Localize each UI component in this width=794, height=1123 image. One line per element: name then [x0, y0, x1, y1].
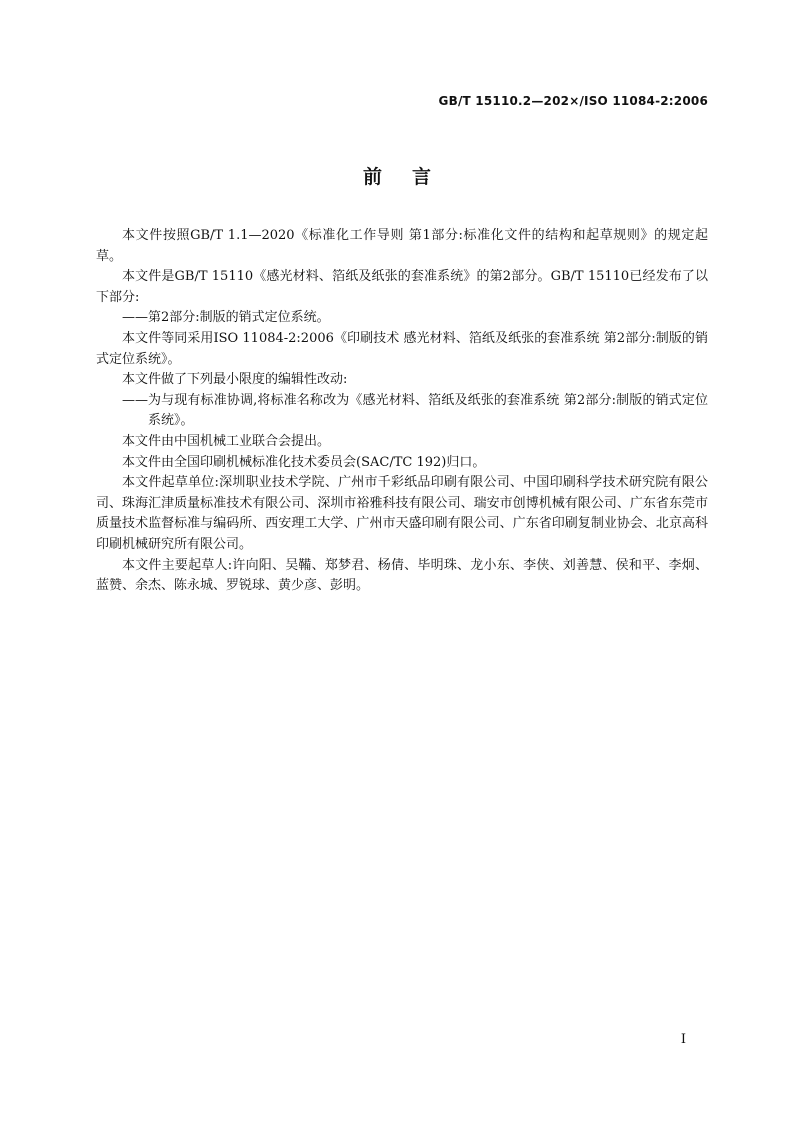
paragraph-identical-adoption: 本文件等同采用ISO 11084-2:2006《印刷技术 感光材料、箔纸及纸张的套准系统 第2部分:制版的销式定位系统》。 — [96, 330, 708, 367]
paragraph-drafting-rules: 本文件按照GB/T 1.1—2020《标准化工作导则 第1部分:标准化文件的结构和起草规则》的规定起草。 — [96, 228, 708, 264]
page-number: I — [680, 1032, 686, 1047]
paragraph-proposed-by: 本文件由中国机械工业联合会提出。 — [122, 433, 331, 449]
standard-number-header: GB/T 15110.2—202×/ISO 11084-2:2006 — [438, 94, 708, 108]
foreword-body — [96, 226, 708, 597]
paragraph-drafting-units: 本文件起草单位:深圳职业技术学院、广州市千彩纸品印刷有限公司、中国印刷科学技术研究院有限公司、珠海汇津质量标准技术有限公司、深圳市裕雅科技有限公司、瑞安市创博机械有限公司、广东省东莞市质量技术监督标准与编码所、西安理工大学、广州市天盛印刷有限公司、广东省印刷复制业协会、北京高科印刷机械研究所有限公司。 — [96, 475, 708, 552]
list-item-text: 为与现有标准协调,将标准名称改为《感光材料、箔纸及纸张的套准系统 第2部分:制版的销式定位系统》。 — [148, 392, 708, 429]
dash-mark: —— — [122, 310, 148, 326]
paragraph-editorial-changes: 本文件做了下列最小限度的编辑性改动: — [122, 372, 348, 388]
list-item-title-change — [96, 391, 708, 432]
list-item-part-2 — [96, 308, 708, 329]
page-title: 前言 — [362, 166, 461, 188]
paragraph-part-of-series: 本文件是GB/T 15110《感光材料、箔纸及纸张的套准系统》的第2部分。GB/T 15110已经发布了以下部分: — [96, 269, 708, 305]
list-item-text: 第2部分:制版的销式定位系统。 — [148, 310, 330, 326]
dash-mark: —— — [122, 392, 148, 408]
paragraph-technical-committee: 本文件由全国印刷机械标准化技术委员会(SAC/TC 192)归口。 — [122, 454, 486, 470]
paragraph-drafters: 本文件主要起草人:许向阳、吴鞴、郑梦君、杨倩、毕明珠、龙小东、李侠、刘善慧、侯和平、李炯、蓝赞、余杰、陈永城、罗锐球、黄少彦、彭明。 — [96, 557, 708, 594]
